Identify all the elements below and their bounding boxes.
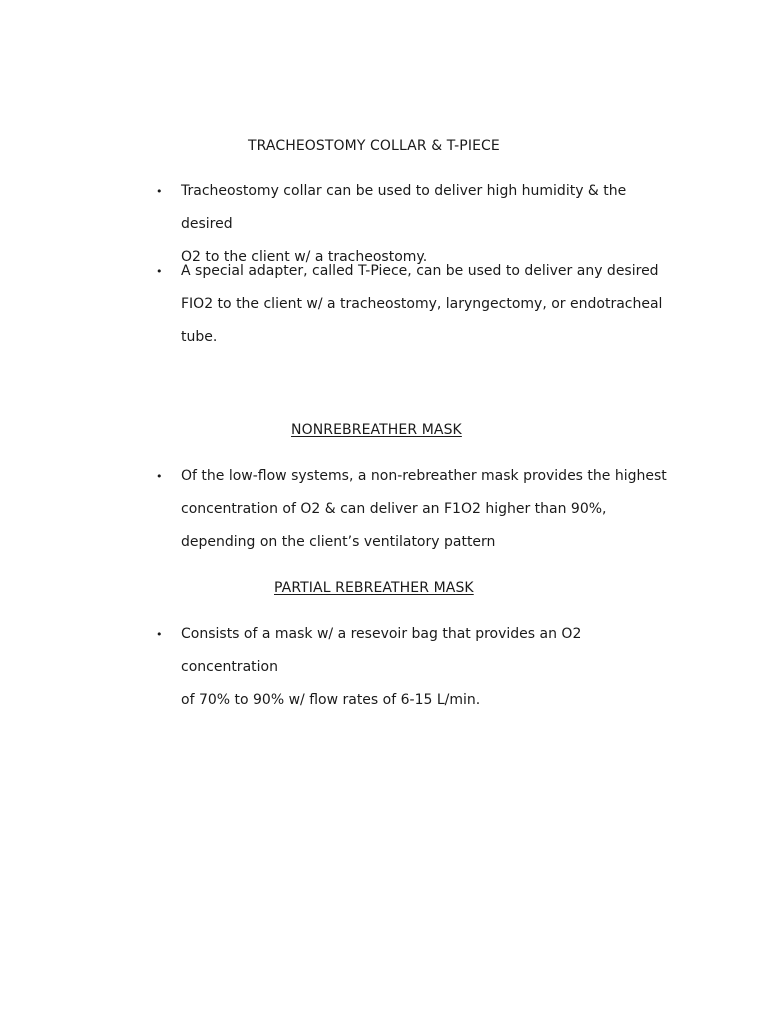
bullet-text: Tracheostomy collar can be used to deliver high humidity & the desired O2 to the client w/ a tracheostomy. [181,183,627,265]
bullet-text: A special adapter, called T-Piece, can be used to deliver any desired FIO2 to the client w/ a tracheostomy, laryngectomy, or endotracheal tube. [181,263,663,345]
list-item [0,460,768,559]
list-item [0,175,768,265]
section-title-tracheostomy-collar: TRACHEOSTOMY COLLAR & T-PIECE [248,138,500,154]
list-item [0,618,768,708]
section-title-nonrebreather-mask: NONREBREATHER MASK [291,422,462,438]
bullet-text: Of the low-flow systems, a non-rebreather mask provides the highest concentration of O2 & can deliver an F1O2 higher than 90%, depending on the client’s ventilatory pattern [181,468,667,550]
list-item [0,255,768,354]
bullet-icon: • [156,185,163,198]
bullet-text: Consists of a mask w/ a resevoir bag that provides an O2 concentration of 70% to 90% w/ flow rates of 6-15 L/min. [181,626,582,708]
bullet-icon: • [156,628,163,641]
bullet-icon: • [156,470,163,483]
section-title-partial-rebreather-mask: PARTIAL REBREATHER MASK [274,580,474,596]
bullet-icon: • [156,265,163,278]
